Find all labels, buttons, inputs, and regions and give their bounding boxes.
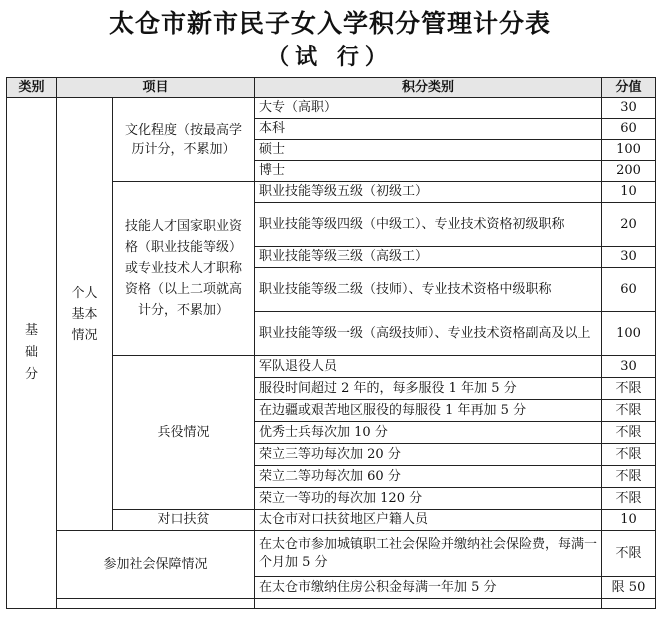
- type-cell: 荣立二等功每次加 60 分: [255, 466, 602, 488]
- type-cell: 在边疆或艰苦地区服役的每服役 1 年再加 5 分: [255, 400, 602, 422]
- type-cell: 在太仓市缴纳住房公积金每满一年加 5 分: [255, 577, 602, 599]
- table-row: [7, 531, 656, 577]
- header-category: 类别: [7, 78, 57, 98]
- type-cell: 本科: [255, 119, 602, 140]
- score-cell: 不限: [602, 466, 656, 488]
- score-cell: 100: [602, 312, 656, 356]
- score-cell: 不限: [602, 531, 656, 577]
- item-social: 参加社会保障情况: [57, 531, 255, 599]
- score-cell: 10: [602, 182, 656, 203]
- header-type: 积分类别: [255, 78, 602, 98]
- type-cell: 职业技能等级一级（高级技师）、专业技术资格副高及以上: [255, 312, 602, 356]
- score-cell: 10: [602, 510, 656, 531]
- score-cell: 限 50: [602, 577, 656, 599]
- type-cell: 荣立一等功的每次加 120 分: [255, 488, 602, 510]
- item-skills: 技能人才国家职业资格（职业技能等级）或专业技术人才职称资格（以上二项就高计分，不累加）: [113, 182, 255, 356]
- type-cell: 博士: [255, 161, 602, 182]
- score-cell: 不限: [602, 444, 656, 466]
- page-title: 太仓市新市民子女入学积分管理计分表: [108, 9, 551, 38]
- group-personal-label: 个人基本情况: [71, 285, 98, 343]
- item-military: 兵役情况: [113, 356, 255, 510]
- score-cell: 30: [602, 247, 656, 268]
- type-cell: 职业技能等级三级（高级工）: [255, 247, 602, 268]
- score-cell: 60: [602, 268, 656, 312]
- type-cell: 硕士: [255, 140, 602, 161]
- type-cell: 荣立三等功每次加 20 分: [255, 444, 602, 466]
- type-cell: 优秀士兵每次加 10 分: [255, 422, 602, 444]
- category-basic-label: 基础分: [24, 323, 38, 382]
- type-cell: 职业技能等级四级（中级工）、专业技术资格初级职称: [255, 203, 602, 247]
- score-table: [6, 77, 656, 609]
- score-cell: 不限: [602, 378, 656, 400]
- cutoff-cell: [255, 599, 602, 609]
- score-cell: 不限: [602, 422, 656, 444]
- category-basic: [7, 98, 57, 609]
- score-cell: 不限: [602, 488, 656, 510]
- score-cell: 30: [602, 98, 656, 119]
- table-row: [7, 98, 656, 119]
- score-cell: 60: [602, 119, 656, 140]
- group-personal: [57, 98, 113, 531]
- header-score: 分值: [602, 78, 656, 98]
- type-cell: 太仓市对口扶贫地区户籍人员: [255, 510, 602, 531]
- score-cell: 20: [602, 203, 656, 247]
- type-cell: 服役时间超过 2 年的，每多服役 1 年加 5 分: [255, 378, 602, 400]
- cutoff-cell: [57, 599, 255, 609]
- score-cell: 不限: [602, 400, 656, 422]
- type-cell: 军队退役人员: [255, 356, 602, 378]
- score-cell: 100: [602, 140, 656, 161]
- item-education: 文化程度（按最高学历计分，不累加）: [113, 98, 255, 182]
- table-header-row: [7, 78, 656, 98]
- header-item: 项目: [57, 78, 255, 98]
- item-poverty: 对口扶贫: [113, 510, 255, 531]
- type-cell: 职业技能等级五级（初级工）: [255, 182, 602, 203]
- table-row-cutoff: [7, 599, 656, 609]
- type-cell: 大专（高职）: [255, 98, 602, 119]
- score-cell: 200: [602, 161, 656, 182]
- type-cell: 职业技能等级二级（技师）、专业技术资格中级职称: [255, 268, 602, 312]
- cutoff-cell: [602, 599, 656, 609]
- score-cell: 30: [602, 356, 656, 378]
- type-cell: 在太仓市参加城镇职工社会保险并缴纳社会保险费，每满一个月加 5 分: [255, 531, 602, 577]
- page-subtitle: （试 行）: [267, 44, 393, 70]
